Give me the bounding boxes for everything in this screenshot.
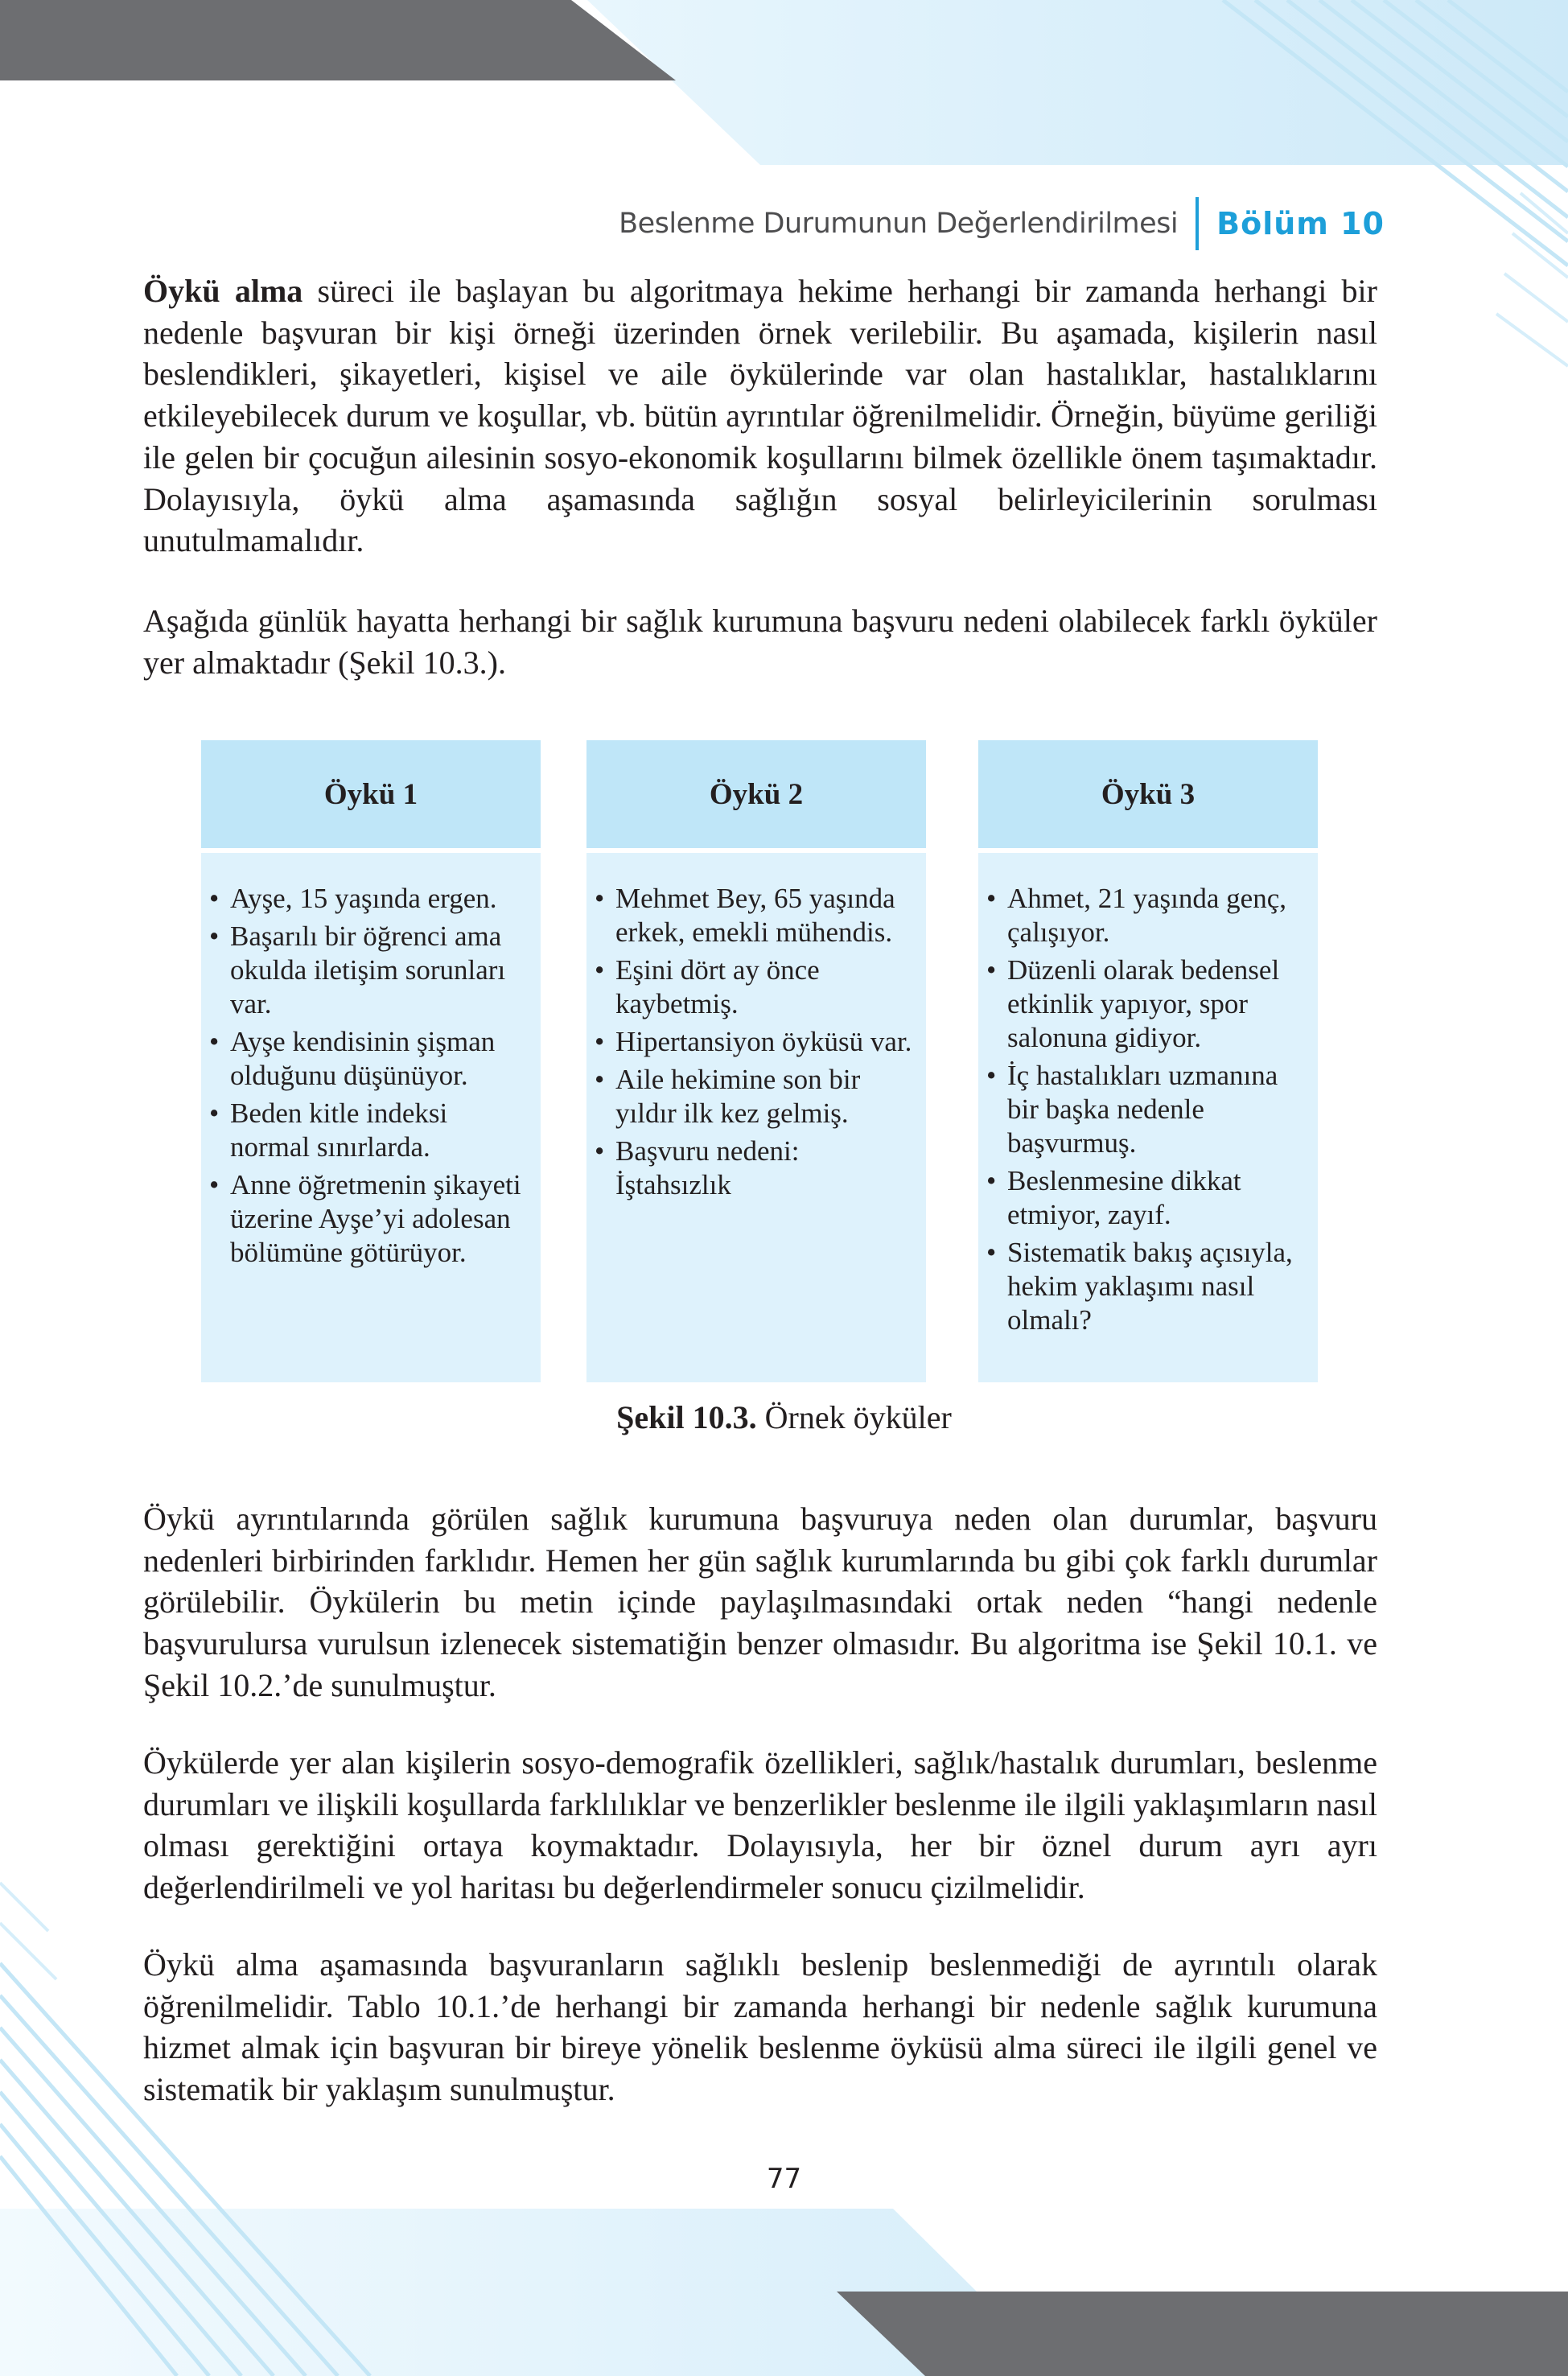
running-header (619, 200, 1385, 248)
list-item: • Eşini dört ay önce kaybetmiş. (586, 953, 915, 1021)
page-number: 77 (766, 2163, 802, 2195)
figure-caption-label: Şekil 10.3. (616, 1399, 757, 1435)
story-panel-2 (586, 740, 926, 1382)
list-item: • Düzenli olarak bedensel etkinlik yapıyor, spor salonuna gidiyor. (978, 953, 1307, 1055)
list-item: • Beslenmesine dikkat etmiyor, zayıf. (978, 1164, 1307, 1232)
story-panel-3-body (978, 853, 1318, 1382)
story-2-list (586, 882, 915, 1202)
list-item: • Ayşe, 15 yaşında ergen. (201, 882, 529, 916)
paragraph-2: Aşağıda günlük hayatta herhangi bir sağlık kurumuna başvuru nedeni olabilecek farklı öyküler yer almaktadır (Şekil 10.3.). (143, 603, 1377, 681)
list-item: • Anne öğretmenin şikayeti üzerine Ayşe’yi adolesan bölümüne götürüyor. (201, 1168, 529, 1270)
list-item: • Başvuru nedeni: İştahsızlık (586, 1134, 915, 1202)
list-item: • Hipertansiyon öyküsü var. (586, 1025, 915, 1059)
paragraph-1-lead: Öykü alma (143, 273, 303, 309)
header-divider (1196, 197, 1199, 250)
story-1-list (201, 882, 529, 1270)
list-item: • Ayşe kendisinin şişman olduğunu düşünüyor. (201, 1025, 529, 1093)
list-item: • Beden kitle indeksi normal sınırlarda. (201, 1097, 529, 1164)
paragraph-1 (143, 270, 1377, 562)
list-item: • Başarılı bir öğrenci ama okulda iletişim sorunları var. (201, 920, 529, 1021)
list-item: • Aile hekimine son bir yıldır ilk kez gelmiş. (586, 1063, 915, 1130)
paragraph-1-text: süreci ile başlayan bu algoritmaya hekime herhangi bir zamanda herhangi bir nedenle başvuran bir kişi örneği üzerinden örnek verilebilir. Bu aşamada, kişilerin nasıl beslendikleri, şikayetleri, kişisel ve aile öykülerinde var olan hastalıklar, hastalıklarını etkileyebilecek durum ve koşullar, vb. bütün ayrıntılar öğrenilmelidir. Örneğin, büyüme geriliği ile gelen bir çocuğun ailesinin sosyo-ekonomik koşullarını bilmek özellikle önem taşımaktadır. Dolayısıyla, öykü alma aşamasında sağlığın sosyal belirleyicilerinin sorulması unutulmamalıdır. (143, 273, 1377, 559)
top-light-band (587, 0, 1568, 165)
paragraph-3: Öykü ayrıntılarında görülen sağlık kurumuna başvuruya neden olan durumlar, başvuru nedenleri birbirinden farklıdır. Hemen her gün sağlık kurumlarında bu gibi çok farklı durumlar görülebilir. Öykülerin bu metin içinde paylaşılmasındaki ortak neden “hangi nedenle başvurulursa vurulsun izlenecek sistematiğin benzer olmasıdır. Bu algoritma ise Şekil 10.1. ve Şekil 10.2.’de sunulmuştur. (143, 1501, 1377, 1703)
story-panel-1-body (201, 853, 541, 1382)
story-panel-3 (978, 740, 1318, 1382)
paragraph-5: Öykü alma aşamasında başvuranların sağlıklı beslenip beslenmediği de ayrıntılı olarak öğrenilmelidir. Tablo 10.1.’de herhangi bir zamanda herhangi bir nedenle sağlık kurumuna hizmet almak için başvuran bir bireye yönelik beslenme öyküsü alma süreci ile ilgili genel ve sistematik bir yaklaşım sunulmuştur. (143, 1946, 1377, 2108)
chapter-title: Beslenme Durumunun Değerlendirilmesi (619, 208, 1179, 240)
figure-caption (0, 1398, 1568, 1436)
story-1-title: Öykü 1 (323, 777, 418, 811)
figure-caption-text: Örnek öyküler (756, 1399, 952, 1435)
story-panel-1 (201, 740, 541, 1382)
story-panel-3-header (978, 740, 1318, 848)
list-item: • Ahmet, 21 yaşında genç, çalışıyor. (978, 882, 1307, 949)
story-2-title: Öykü 2 (709, 777, 804, 811)
story-3-title: Öykü 3 (1101, 777, 1196, 811)
story-panel-2-body (586, 853, 926, 1382)
paragraph-4: Öykülerde yer alan kişilerin sosyo-demografik özellikleri, sağlık/hastalık durumları, beslenme durumları ve ilişkili koşullarda farklılıklar ve benzerlikler beslenme ile ilgili yaklaşımların nasıl olması gerektiğini ortaya koymaktadır. Dolayısıyla, her bir öznel durum ayrı ayrı değerlendirilmeli ve yol haritası bu değerlendirmeler sonucu çizilmelidir. (143, 1744, 1378, 1906)
list-item: • Mehmet Bey, 65 yaşında erkek, emekli mühendis. (586, 882, 915, 949)
chapter-number: Bölüm 10 (1216, 206, 1385, 241)
story-panel-1-header (201, 740, 541, 848)
left-edge-stripes (0, 1883, 56, 1979)
list-item: • İç hastalıkları uzmanına bir başka nedenle başvurmuş. (978, 1059, 1307, 1160)
story-panel-2-header (586, 740, 926, 848)
list-item: • Sistematik bakış açısıyla, hekim yaklaşımı nasıl olmalı? (978, 1236, 1307, 1337)
story-3-list (978, 882, 1307, 1337)
top-dark-band (0, 0, 676, 80)
bottom-dark-band (837, 2292, 1568, 2376)
